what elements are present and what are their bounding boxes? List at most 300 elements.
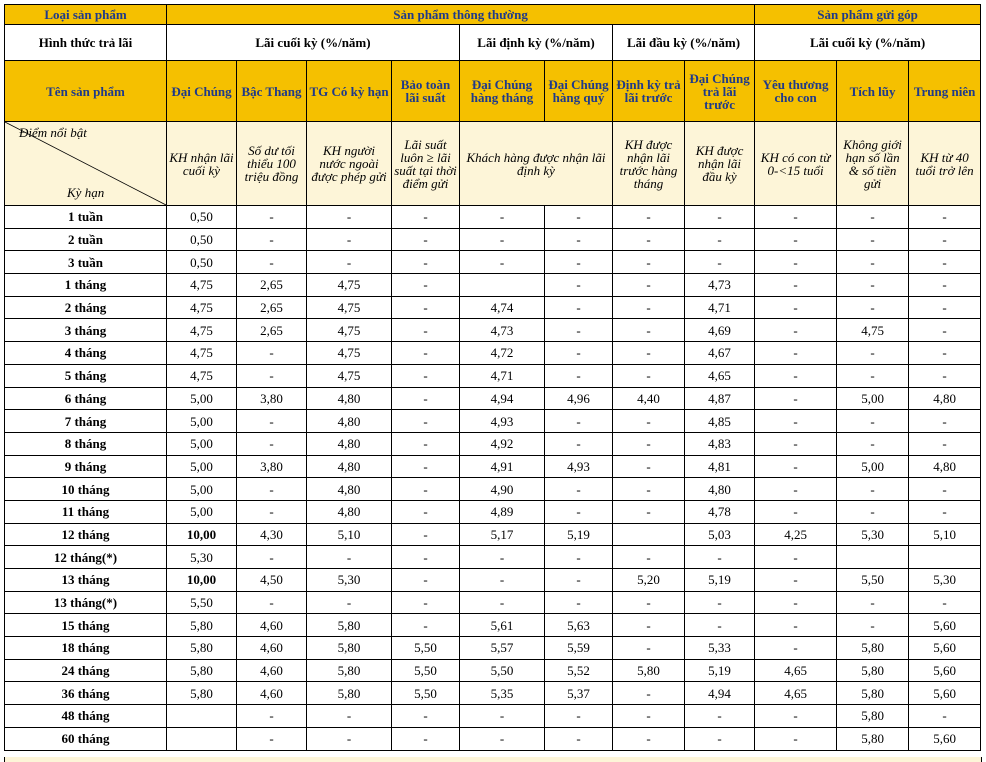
rate-cell: 4,40: [613, 387, 685, 410]
rate-cell: 4,75: [307, 296, 392, 319]
rate-cell: 2,65: [237, 319, 307, 342]
rate-cell: -: [545, 705, 613, 728]
rate-cell: -: [837, 342, 909, 365]
rate-cell: -: [237, 432, 307, 455]
rate-cell: -: [755, 410, 837, 433]
rate-cell: -: [307, 206, 392, 229]
table-row: [5, 682, 981, 705]
rate-cell: -: [392, 569, 460, 592]
rate-cell: [613, 523, 685, 546]
highlight-label: Điểm nổi bật: [19, 125, 87, 140]
rate-cell: -: [755, 251, 837, 274]
rate-cell: 4,25: [755, 523, 837, 546]
rate-cell: -: [909, 228, 981, 251]
rate-cell: -: [392, 206, 460, 229]
table-row: [5, 500, 981, 523]
table-row: [5, 364, 981, 387]
rate-cell: -: [685, 614, 755, 637]
rate-cell: -: [613, 478, 685, 501]
rate-cell: 2,65: [237, 274, 307, 297]
term-cell: 18 tháng: [5, 637, 167, 660]
term-cell: 4 tháng: [5, 342, 167, 365]
rate-cell: 5,00: [167, 432, 237, 455]
product-tg-co-ky-han: TG Có kỳ hạn: [307, 61, 392, 122]
rate-cell: 4,78: [685, 500, 755, 523]
rate-cell: -: [837, 206, 909, 229]
rate-cell: -: [237, 705, 307, 728]
rate-cell: 5,60: [909, 727, 981, 750]
table-row: [5, 614, 981, 637]
rate-cell: 4,75: [307, 274, 392, 297]
rate-cell: -: [909, 705, 981, 728]
rate-cell: 5,00: [837, 455, 909, 478]
rate-cell: 4,65: [755, 659, 837, 682]
rate-cell: 5,10: [307, 523, 392, 546]
rate-cell: -: [685, 546, 755, 569]
rate-cell: -: [755, 727, 837, 750]
rate-cell: -: [545, 342, 613, 365]
rate-cell: -: [460, 228, 545, 251]
rate-cell: -: [613, 727, 685, 750]
rate-cell: -: [613, 364, 685, 387]
highlight-dai-chung: KH nhận lãi cuối kỳ: [167, 122, 237, 206]
rate-cell: -: [685, 251, 755, 274]
rate-cell: 4,71: [685, 296, 755, 319]
term-cell: 60 tháng: [5, 727, 167, 750]
rate-cell: 5,59: [545, 637, 613, 660]
rate-cell: -: [613, 410, 685, 433]
term-cell: 3 tháng: [5, 319, 167, 342]
table-row: [5, 342, 981, 365]
rate-cell: -: [545, 591, 613, 614]
rate-cell: -: [392, 410, 460, 433]
product-trung-nien: Trung niên: [909, 61, 981, 122]
rate-cell: 5,61: [460, 614, 545, 637]
rate-cell: -: [755, 206, 837, 229]
highlight-dai-chung-truoc: KH được nhận lãi đầu kỳ: [685, 122, 755, 206]
rate-cell: -: [237, 410, 307, 433]
rate-cell: 4,93: [460, 410, 545, 433]
rate-cell: 4,75: [167, 364, 237, 387]
table-row: [5, 387, 981, 410]
payment-method-label: Hình thức trả lãi: [5, 25, 167, 61]
rate-cell: 5,63: [545, 614, 613, 637]
product-type-label: Loại sản phẩm: [5, 5, 167, 25]
term-label: Kỳ hạn: [67, 185, 105, 200]
upfront-header: Lãi đầu kỳ (%/năm): [613, 25, 755, 61]
term-cell: 1 tháng: [5, 274, 167, 297]
rate-cell: -: [307, 251, 392, 274]
rate-cell: 5,17: [460, 523, 545, 546]
rate-cell: -: [837, 500, 909, 523]
rate-cell: -: [545, 546, 613, 569]
rate-cell: 5,50: [392, 637, 460, 660]
rate-cell: 5,80: [167, 614, 237, 637]
rate-cell: -: [460, 727, 545, 750]
table-row: [5, 659, 981, 682]
rate-cell: -: [685, 591, 755, 614]
term-cell: 13 tháng: [5, 569, 167, 592]
highlight-periodic: Khách hàng được nhận lãi định kỳ: [460, 122, 613, 206]
rate-cell: -: [307, 546, 392, 569]
rate-cell: -: [613, 206, 685, 229]
rate-cell: -: [909, 478, 981, 501]
rate-cell: -: [545, 432, 613, 455]
rate-cell: [837, 546, 909, 569]
rate-cell: -: [545, 296, 613, 319]
rate-cell: -: [545, 500, 613, 523]
rate-cell: 5,19: [685, 659, 755, 682]
rate-cell: 5,19: [545, 523, 613, 546]
rate-cell: 4,60: [237, 682, 307, 705]
rate-cell: -: [837, 591, 909, 614]
rate-cell: -: [237, 500, 307, 523]
rate-cell: -: [392, 364, 460, 387]
rate-cell: 4,80: [307, 455, 392, 478]
table-row: [5, 591, 981, 614]
rate-cell: 5,60: [909, 659, 981, 682]
rate-cell: 4,94: [685, 682, 755, 705]
rate-cell: -: [613, 591, 685, 614]
product-bac-thang: Bậc Thang: [237, 61, 307, 122]
rate-cell: 4,93: [545, 455, 613, 478]
rate-cell: 4,75: [167, 342, 237, 365]
rate-cell: 5,50: [167, 591, 237, 614]
rate-cell: 5,00: [167, 455, 237, 478]
rate-cell: 5,50: [460, 659, 545, 682]
rate-cell: 4,30: [237, 523, 307, 546]
rate-cell: -: [392, 296, 460, 319]
rate-cell: -: [613, 342, 685, 365]
rate-cell: -: [909, 251, 981, 274]
rate-cell: -: [545, 251, 613, 274]
product-yeu-thuong-cho-con: Yêu thương cho con: [755, 61, 837, 122]
product-dinh-ky-tra-lai-truoc: Định kỳ trả lãi trước: [613, 61, 685, 122]
highlight-bac-thang: Số dư tối thiểu 100 triệu đồng: [237, 122, 307, 206]
rate-cell: 5,52: [545, 659, 613, 682]
rate-cell: -: [392, 251, 460, 274]
term-cell: 8 tháng: [5, 432, 167, 455]
term-cell: 48 tháng: [5, 705, 167, 728]
rate-cell: 4,80: [909, 387, 981, 410]
rate-cell: -: [545, 364, 613, 387]
term-cell: 13 tháng(*): [5, 591, 167, 614]
rate-cell: 5,80: [307, 682, 392, 705]
rate-cell: 4,60: [237, 614, 307, 637]
rate-cell: -: [837, 478, 909, 501]
rate-cell: -: [392, 274, 460, 297]
rate-cell: -: [613, 274, 685, 297]
rate-cell: 0,50: [167, 251, 237, 274]
product-dai-chung-hang-quy: Đại Chúng hàng quý: [545, 61, 613, 122]
rate-cell: 5,03: [685, 523, 755, 546]
rate-cell: -: [460, 705, 545, 728]
highlight-tg-co-ky-han: KH người nước ngoài được phép gửi: [307, 122, 392, 206]
rate-cell: 5,30: [307, 569, 392, 592]
term-cell: 12 tháng(*): [5, 546, 167, 569]
rate-cell: -: [909, 591, 981, 614]
table-row: [5, 319, 981, 342]
periodic-header: Lãi định kỳ (%/năm): [460, 25, 613, 61]
rate-cell: -: [460, 546, 545, 569]
rate-cell: -: [545, 319, 613, 342]
rate-cell: 4,81: [685, 455, 755, 478]
rate-cell: -: [613, 546, 685, 569]
rate-cell: -: [613, 251, 685, 274]
rate-cell: -: [755, 296, 837, 319]
term-cell: 6 tháng: [5, 387, 167, 410]
table-row: [5, 523, 981, 546]
rate-cell: -: [460, 591, 545, 614]
rate-cell: -: [460, 569, 545, 592]
rate-rows: [5, 206, 981, 751]
rate-cell: -: [613, 455, 685, 478]
rate-cell: -: [837, 251, 909, 274]
highlight-yeu-thuong: KH có con từ 0-<15 tuổi: [755, 122, 837, 206]
rate-cell: 4,75: [167, 319, 237, 342]
term-cell: 36 tháng: [5, 682, 167, 705]
savings-products-header: Sản phẩm gửi góp: [755, 5, 981, 25]
rate-cell: [167, 727, 237, 750]
rate-cell: 5,60: [909, 682, 981, 705]
highlight-tich-luy: Không giới hạn số lần & số tiền gửi: [837, 122, 909, 206]
term-cell: 5 tháng: [5, 364, 167, 387]
rate-cell: 5,80: [613, 659, 685, 682]
rate-cell: -: [392, 523, 460, 546]
table-row: [5, 296, 981, 319]
rate-cell: -: [392, 546, 460, 569]
rate-cell: 4,89: [460, 500, 545, 523]
footer-strip: [4, 757, 982, 762]
rate-cell: 5,10: [909, 523, 981, 546]
rate-cell: 3,80: [237, 387, 307, 410]
table-row: [5, 432, 981, 455]
rate-cell: -: [909, 410, 981, 433]
rate-cell: -: [392, 705, 460, 728]
rate-cell: 5,50: [837, 569, 909, 592]
rate-cell: 4,65: [755, 682, 837, 705]
rate-cell: 5,80: [167, 637, 237, 660]
rate-cell: -: [237, 591, 307, 614]
table-row: [5, 274, 981, 297]
rate-cell: 4,75: [837, 319, 909, 342]
rate-cell: 4,69: [685, 319, 755, 342]
rate-cell: -: [237, 478, 307, 501]
rate-cell: 5,60: [909, 637, 981, 660]
table-row: [5, 228, 981, 251]
rate-cell: -: [392, 455, 460, 478]
rate-cell: -: [755, 455, 837, 478]
rate-cell: 4,75: [167, 274, 237, 297]
rate-cell: -: [307, 228, 392, 251]
rate-cell: -: [909, 364, 981, 387]
rate-cell: -: [307, 591, 392, 614]
rate-cell: 4,75: [307, 364, 392, 387]
rate-cell: 4,91: [460, 455, 545, 478]
regular-products-header: Sản phẩm thông thường: [167, 5, 755, 25]
rate-cell: 5,80: [837, 659, 909, 682]
rate-cell: 4,80: [307, 432, 392, 455]
rate-cell: -: [613, 228, 685, 251]
rate-cell: 5,80: [837, 727, 909, 750]
product-dai-chung: Đại Chúng: [167, 61, 237, 122]
rate-cell: -: [755, 364, 837, 387]
rate-cell: -: [545, 410, 613, 433]
rate-cell: 4,94: [460, 387, 545, 410]
rate-cell: -: [909, 296, 981, 319]
rate-cell: 4,60: [237, 637, 307, 660]
rate-cell: [909, 546, 981, 569]
rate-cell: 4,92: [460, 432, 545, 455]
table-row: [5, 637, 981, 660]
rate-cell: 4,80: [909, 455, 981, 478]
rate-cell: -: [237, 342, 307, 365]
rate-cell: -: [545, 228, 613, 251]
rate-cell: 4,90: [460, 478, 545, 501]
term-cell: 2 tháng: [5, 296, 167, 319]
rate-cell: -: [613, 432, 685, 455]
rate-cell: -: [545, 478, 613, 501]
rate-cell: 4,80: [307, 500, 392, 523]
table-row: [5, 251, 981, 274]
rate-cell: 5,80: [837, 705, 909, 728]
rate-cell: 5,60: [909, 614, 981, 637]
rate-cell: -: [613, 682, 685, 705]
term-cell: 9 tháng: [5, 455, 167, 478]
rate-cell: -: [613, 500, 685, 523]
rate-cell: -: [755, 614, 837, 637]
rate-cell: -: [392, 591, 460, 614]
rate-cell: -: [545, 206, 613, 229]
rate-cell: -: [755, 228, 837, 251]
product-dai-chung-tra-lai-truoc: Đại Chúng trả lãi trước: [685, 61, 755, 122]
highlight-dinh-ky-truoc: KH được nhận lãi trước hàng tháng: [613, 122, 685, 206]
rate-cell: -: [237, 206, 307, 229]
rate-cell: 5,80: [837, 637, 909, 660]
rate-cell: 3,80: [237, 455, 307, 478]
rate-cell: 4,80: [307, 478, 392, 501]
rate-cell: -: [755, 500, 837, 523]
rate-cell: -: [837, 364, 909, 387]
end-of-term-header: Lãi cuối kỳ (%/năm): [167, 25, 460, 61]
rate-cell: -: [545, 274, 613, 297]
rate-cell: -: [460, 206, 545, 229]
rate-cell: -: [755, 546, 837, 569]
highlight-term-corner: [5, 122, 167, 206]
interest-rate-table: [4, 4, 981, 751]
term-cell: 1 tuần: [5, 206, 167, 229]
term-cell: 15 tháng: [5, 614, 167, 637]
rate-cell: -: [755, 432, 837, 455]
table-row: [5, 455, 981, 478]
rate-cell: 5,37: [545, 682, 613, 705]
rate-cell: -: [392, 387, 460, 410]
rate-cell: 2,65: [237, 296, 307, 319]
rate-cell: -: [755, 705, 837, 728]
rate-cell: 5,80: [167, 659, 237, 682]
rate-cell: 5,57: [460, 637, 545, 660]
rate-cell: 5,20: [613, 569, 685, 592]
rate-cell: 5,80: [307, 659, 392, 682]
rate-cell: -: [837, 410, 909, 433]
term-cell: 3 tuần: [5, 251, 167, 274]
rate-cell: 4,75: [307, 319, 392, 342]
rate-cell: 4,80: [307, 387, 392, 410]
rate-cell: 10,00: [167, 523, 237, 546]
rate-cell: -: [613, 319, 685, 342]
rate-cell: -: [392, 727, 460, 750]
rate-cell: 4,74: [460, 296, 545, 319]
rate-cell: -: [685, 727, 755, 750]
rate-cell: -: [837, 432, 909, 455]
rate-cell: 5,50: [392, 682, 460, 705]
rate-cell: 5,35: [460, 682, 545, 705]
rate-cell: 4,67: [685, 342, 755, 365]
rate-cell: 4,80: [685, 478, 755, 501]
rate-cell: -: [237, 364, 307, 387]
rate-cell: -: [909, 206, 981, 229]
rate-cell: -: [685, 228, 755, 251]
rate-cell: -: [909, 432, 981, 455]
rate-cell: 5,00: [837, 387, 909, 410]
rate-cell: -: [307, 705, 392, 728]
table-row: [5, 569, 981, 592]
rate-cell: 4,87: [685, 387, 755, 410]
rate-cell: -: [837, 296, 909, 319]
rate-cell: 5,80: [167, 682, 237, 705]
rate-cell: -: [755, 591, 837, 614]
table-row: [5, 546, 981, 569]
rate-cell: -: [392, 478, 460, 501]
rate-cell: -: [755, 569, 837, 592]
savings-end-of-term-header: Lãi cuối kỳ (%/năm): [755, 25, 981, 61]
rate-cell: 4,75: [167, 296, 237, 319]
rate-cell: -: [837, 274, 909, 297]
rate-cell: 4,50: [237, 569, 307, 592]
rate-cell: 5,00: [167, 500, 237, 523]
rate-cell: [460, 274, 545, 297]
rate-cell: -: [392, 432, 460, 455]
rate-cell: 5,80: [837, 682, 909, 705]
rate-cell: 5,19: [685, 569, 755, 592]
rate-cell: -: [755, 342, 837, 365]
table-row: [5, 410, 981, 433]
rate-cell: -: [837, 614, 909, 637]
rate-cell: 4,83: [685, 432, 755, 455]
rate-cell: -: [755, 478, 837, 501]
rate-cell: 5,80: [307, 637, 392, 660]
rate-cell: 4,85: [685, 410, 755, 433]
rate-cell: -: [237, 727, 307, 750]
table-row: [5, 206, 981, 229]
rate-cell: -: [755, 387, 837, 410]
rate-cell: 5,00: [167, 410, 237, 433]
highlight-trung-nien: KH từ 40 tuổi trở lên: [909, 122, 981, 206]
rate-cell: -: [237, 228, 307, 251]
rate-cell: -: [237, 251, 307, 274]
rate-cell: 5,80: [307, 614, 392, 637]
table-row: [5, 478, 981, 501]
term-cell: 2 tuần: [5, 228, 167, 251]
rate-cell: 5,30: [909, 569, 981, 592]
term-cell: 7 tháng: [5, 410, 167, 433]
rate-cell: 5,50: [392, 659, 460, 682]
term-cell: 24 tháng: [5, 659, 167, 682]
rate-cell: 0,50: [167, 228, 237, 251]
rate-cell: -: [613, 705, 685, 728]
rate-cell: 4,60: [237, 659, 307, 682]
rate-cell: -: [685, 206, 755, 229]
